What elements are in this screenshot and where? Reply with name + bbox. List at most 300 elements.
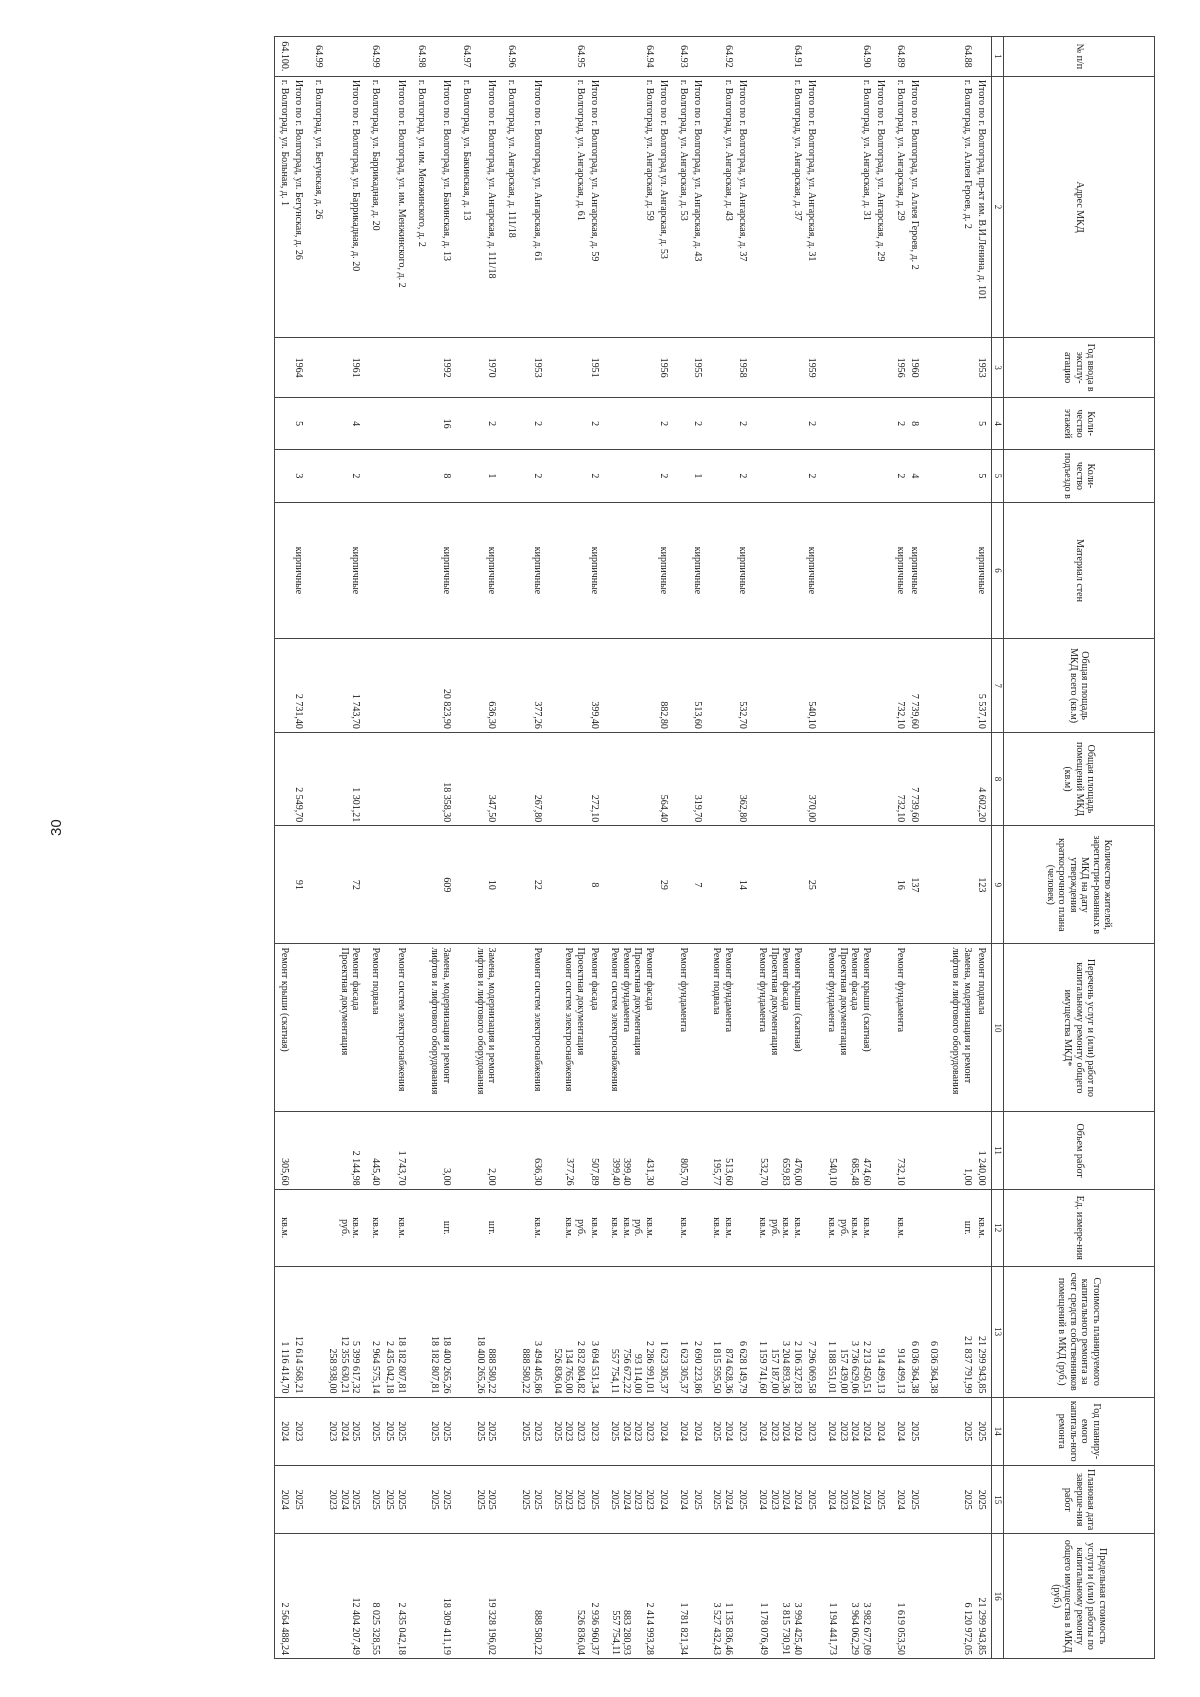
limit-cost-cell bbox=[821, 1534, 873, 1659]
limit-cost-cell bbox=[428, 1534, 457, 1659]
unit-cell-line: руб. bbox=[837, 1219, 849, 1237]
end-year-cell bbox=[924, 1465, 975, 1533]
plan-year-cell-line: 2025 bbox=[976, 1421, 987, 1442]
volume-cell-line: 636,30 bbox=[531, 1158, 543, 1186]
rooms-area-cell bbox=[873, 732, 890, 825]
floors-cell bbox=[411, 397, 428, 449]
header-cell: Коли-чество подъездо в bbox=[1004, 450, 1155, 502]
works-cell bbox=[502, 944, 519, 1112]
cost-cell bbox=[752, 1266, 804, 1397]
volume-cell-line: 507,89 bbox=[589, 1158, 601, 1186]
cost-cell bbox=[456, 1266, 473, 1397]
floors-cell: 5 bbox=[291, 397, 308, 449]
end-year-cell bbox=[274, 1465, 291, 1533]
limit-cost-cell-line: 1 781 821,34 bbox=[677, 1602, 689, 1655]
entrances-cell: 2 bbox=[735, 450, 752, 502]
cost-cell-line: 1 188 551,01 bbox=[825, 1341, 837, 1394]
table-row bbox=[411, 37, 428, 1659]
row-number bbox=[428, 37, 457, 77]
plan-year-cell bbox=[518, 1397, 547, 1465]
year-cell bbox=[274, 338, 291, 398]
residents-cell: 16 bbox=[890, 826, 907, 944]
cost-cell-line: 2 106 327,83 bbox=[792, 1341, 804, 1394]
volume-cell bbox=[518, 1112, 547, 1189]
volume-cell-line: 513,60 bbox=[723, 1158, 735, 1186]
row-number: 64.91 bbox=[752, 37, 804, 77]
address-cell: Итого по г. Волгоград, ул. Бакинская, д. 13 bbox=[428, 76, 457, 337]
wall-material-cell: кирпичные bbox=[804, 502, 821, 639]
volume-cell-line: 532,70 bbox=[757, 1158, 769, 1186]
floors-cell bbox=[673, 397, 690, 449]
cost-cell bbox=[518, 1266, 547, 1397]
plan-year-cell bbox=[735, 1397, 752, 1465]
limit-cost-cell bbox=[274, 1534, 291, 1659]
floors-cell: 2 bbox=[804, 397, 821, 449]
end-year-cell-line: 2024 bbox=[677, 1489, 689, 1510]
total-area-cell: 1 743,70 bbox=[325, 639, 365, 732]
column-number: 3 bbox=[992, 338, 1004, 398]
unit-cell-line: кв.м. bbox=[723, 1217, 735, 1239]
entrances-cell bbox=[274, 450, 291, 502]
residents-cell bbox=[411, 826, 428, 944]
rooms-area-cell: 1 301,21 bbox=[325, 732, 365, 825]
table-body bbox=[274, 37, 991, 1659]
cost-cell-line: 1 623 305,37 bbox=[677, 1341, 689, 1394]
header-cell: Материал стен bbox=[1004, 502, 1155, 639]
year-cell bbox=[924, 338, 975, 398]
unit-cell bbox=[604, 1189, 656, 1266]
plan-year-cell bbox=[428, 1397, 457, 1465]
limit-cost-cell-line bbox=[838, 1537, 849, 1655]
cost-cell-line: 157 439,00 bbox=[837, 1348, 849, 1394]
plan-year-cell-line: 2024 bbox=[849, 1421, 861, 1442]
cost-cell-line: 3 204 893,36 bbox=[780, 1341, 792, 1394]
cost-cell-line: 2 964 575,14 bbox=[370, 1341, 382, 1394]
end-year-cell-line: 2024 bbox=[825, 1489, 837, 1510]
floors-cell bbox=[821, 397, 873, 449]
volume-cell-line: 659,83 bbox=[780, 1158, 792, 1186]
floors-cell bbox=[873, 397, 890, 449]
works-cell-line: Замена, модернизация и ремонт лифтов и лифтового оборудования bbox=[429, 947, 453, 1095]
volume-cell bbox=[974, 1112, 991, 1189]
column-number: 2 bbox=[992, 76, 1004, 337]
table-row bbox=[456, 37, 473, 1659]
end-year-cell-line: 2025 bbox=[806, 1489, 818, 1510]
end-year-cell bbox=[974, 1465, 991, 1533]
end-year-cell-line: 2025 bbox=[691, 1489, 703, 1510]
floors-cell bbox=[502, 397, 519, 449]
floors-cell bbox=[547, 397, 587, 449]
row-number bbox=[735, 37, 752, 77]
works-cell-line: Ремонт фасада bbox=[589, 947, 601, 1011]
works-cell bbox=[411, 944, 428, 1112]
address-cell: г. Волгоград, ул. Ангарская, д. 29 bbox=[890, 76, 907, 337]
works-cell bbox=[587, 944, 604, 1112]
limit-cost-cell bbox=[690, 1534, 707, 1659]
rooms-area-cell: 7 739,60 bbox=[907, 732, 924, 825]
end-year-cell-line: 2023 bbox=[563, 1489, 575, 1510]
works-cell-line: Ремонт фундамента bbox=[825, 947, 837, 1033]
year-cell: 1956 bbox=[656, 338, 673, 398]
plan-year-cell-line: 2025 bbox=[551, 1421, 563, 1442]
year-cell bbox=[382, 338, 411, 398]
plan-year-cell bbox=[821, 1397, 873, 1465]
plan-year-cell bbox=[907, 1397, 924, 1465]
residents-cell: 8 bbox=[587, 826, 604, 944]
limit-cost-cell-line: 2 435 042,18 bbox=[395, 1602, 407, 1655]
works-cell bbox=[274, 944, 291, 1112]
limit-cost-cell-line: 19 328 196,02 bbox=[486, 1597, 498, 1655]
year-cell: 1992 bbox=[428, 338, 457, 398]
unit-cell-line: кв.м. bbox=[756, 1217, 768, 1239]
works-cell bbox=[656, 944, 673, 1112]
column-number-row bbox=[992, 37, 1004, 1659]
volume-cell bbox=[411, 1112, 428, 1189]
floors-cell: 5 bbox=[974, 397, 991, 449]
cost-cell bbox=[291, 1266, 308, 1397]
floors-cell bbox=[924, 397, 975, 449]
residents-cell: 29 bbox=[656, 826, 673, 944]
unit-cell bbox=[587, 1189, 604, 1266]
residents-cell bbox=[456, 826, 473, 944]
total-area-cell bbox=[924, 639, 975, 732]
volume-cell bbox=[382, 1112, 411, 1189]
volume-cell-line: 2,00 bbox=[486, 1168, 498, 1186]
floors-cell bbox=[604, 397, 656, 449]
row-number bbox=[690, 37, 707, 77]
cost-cell-line: 756 672,22 bbox=[620, 1348, 632, 1394]
year-cell: 1958 bbox=[735, 338, 752, 398]
plan-year-cell-line: 2025 bbox=[383, 1421, 395, 1442]
plan-year-cell-line: 2023 bbox=[806, 1421, 818, 1442]
cost-cell bbox=[873, 1266, 890, 1397]
volume-cell bbox=[907, 1112, 924, 1189]
plan-year-cell-line: 2024 bbox=[756, 1421, 768, 1442]
address-cell: г. Волгоград, ул. Ангарская, д. 111/18 bbox=[502, 76, 519, 337]
plan-year-cell bbox=[456, 1397, 473, 1465]
row-number: 64.99 bbox=[308, 37, 325, 77]
entrances-cell: 2 bbox=[325, 450, 365, 502]
header-cell: Предельная стоимость услуги и (или) работы по капитальному ремонту общего имущества в МКД (руб.) bbox=[1004, 1534, 1155, 1659]
cost-cell bbox=[821, 1266, 873, 1397]
cost-cell-line: 6 036 364,38 bbox=[908, 1341, 920, 1394]
entrances-cell bbox=[456, 450, 473, 502]
cost-cell-line: 914 499,13 bbox=[894, 1348, 906, 1394]
volume-cell bbox=[308, 1112, 325, 1189]
works-cell bbox=[604, 944, 656, 1112]
end-year-cell-line: 2024 bbox=[792, 1489, 804, 1510]
works-cell-line: Ремонт фасада bbox=[780, 947, 792, 1011]
limit-cost-cell bbox=[907, 1534, 924, 1659]
volume-cell bbox=[502, 1112, 519, 1189]
total-area-cell bbox=[604, 639, 656, 732]
plan-year-cell-line: 2025 bbox=[486, 1421, 498, 1442]
plan-year-cell-line: 2025 bbox=[962, 1421, 974, 1442]
volume-cell-line: 685,48 bbox=[849, 1158, 861, 1186]
end-year-cell-line: 2023 bbox=[644, 1489, 656, 1510]
plan-year-cell-line: 2024 bbox=[894, 1421, 906, 1442]
volume-cell bbox=[707, 1112, 736, 1189]
total-area-cell bbox=[547, 639, 587, 732]
works-cell-line: Ремонт фундамента bbox=[620, 947, 632, 1033]
volume-cell bbox=[890, 1112, 907, 1189]
total-row bbox=[690, 37, 707, 1659]
volume-cell bbox=[456, 1112, 473, 1189]
limit-cost-cell bbox=[707, 1534, 736, 1659]
plan-year-cell bbox=[587, 1397, 604, 1465]
volume-cell bbox=[291, 1112, 308, 1189]
plan-year-cell bbox=[656, 1397, 673, 1465]
address-cell: Итого по г. Волгоград, ул. им. Менжинского, д. 2 bbox=[382, 76, 411, 337]
works-cell-line: Ремонт крыши (скатная) bbox=[279, 947, 291, 1052]
entrances-cell: 1 bbox=[690, 450, 707, 502]
end-year-cell bbox=[325, 1465, 365, 1533]
total-row bbox=[428, 37, 457, 1659]
cost-cell-line: 21 837 791,99 bbox=[962, 1336, 974, 1394]
cost-cell bbox=[274, 1266, 291, 1397]
plan-year-cell-line: 2024 bbox=[658, 1421, 670, 1442]
plan-year-cell bbox=[974, 1397, 991, 1465]
end-year-cell bbox=[411, 1465, 428, 1533]
volume-cell bbox=[752, 1112, 804, 1189]
works-cell-line: Проектная документация bbox=[632, 947, 644, 1056]
plan-year-cell-line: 2023 bbox=[293, 1421, 305, 1442]
header-cell: Перечень услуг и (или) работ по капитальному ремонту общего имущества МКД* bbox=[1004, 944, 1155, 1112]
plan-year-cell-line: 2024 bbox=[677, 1421, 689, 1442]
end-year-cell bbox=[656, 1465, 673, 1533]
header-cell: Адрес МКД bbox=[1004, 76, 1155, 337]
floors-cell: 8 bbox=[907, 397, 924, 449]
plan-year-cell-line: 2025 bbox=[370, 1421, 382, 1442]
limit-cost-cell-line: 1 135 836,46 bbox=[723, 1602, 735, 1655]
unit-cell bbox=[274, 1189, 291, 1266]
row-number: 64.98 bbox=[411, 37, 428, 77]
entrances-cell: 2 bbox=[656, 450, 673, 502]
unit-cell bbox=[547, 1189, 587, 1266]
cost-cell bbox=[382, 1266, 411, 1397]
works-cell-line: Замена, модернизация и ремонт лифтов и лифтового оборудования bbox=[474, 947, 498, 1095]
total-area-cell bbox=[308, 639, 325, 732]
limit-cost-cell-line: 888 580,22 bbox=[531, 1610, 543, 1655]
entrances-cell: 4 bbox=[907, 450, 924, 502]
works-cell bbox=[325, 944, 365, 1112]
row-number: 64.88 bbox=[924, 37, 975, 77]
volume-cell bbox=[274, 1112, 291, 1189]
residents-cell: 137 bbox=[907, 826, 924, 944]
cost-cell-line: 1 815 595,50 bbox=[711, 1341, 723, 1394]
limit-cost-cell-line: 3 815 730,91 bbox=[780, 1602, 792, 1655]
rooms-area-cell bbox=[411, 732, 428, 825]
volume-cell-line bbox=[838, 1115, 849, 1185]
works-cell bbox=[473, 944, 502, 1112]
unit-cell bbox=[518, 1189, 547, 1266]
row-number: 64.95 bbox=[547, 37, 587, 77]
end-year-cell bbox=[804, 1465, 821, 1533]
end-year-cell bbox=[308, 1465, 325, 1533]
plan-year-cell-line: 2024 bbox=[691, 1421, 703, 1442]
wall-material-cell: кирпичные bbox=[518, 502, 547, 639]
rooms-area-cell: 362,80 bbox=[735, 732, 752, 825]
column-number: 7 bbox=[992, 639, 1004, 732]
volume-cell bbox=[690, 1112, 707, 1189]
end-year-cell bbox=[428, 1465, 457, 1533]
plan-year-cell-line: 2023 bbox=[632, 1421, 644, 1442]
unit-cell-line: кв.м. bbox=[894, 1217, 906, 1239]
residents-cell bbox=[707, 826, 736, 944]
address-cell: г. Волгоград, ул. Аллея Героев, д. 2 bbox=[924, 76, 975, 337]
wall-material-cell bbox=[821, 502, 873, 639]
plan-year-cell bbox=[365, 1397, 382, 1465]
end-year-cell bbox=[382, 1465, 411, 1533]
works-cell bbox=[873, 944, 890, 1112]
plan-year-cell bbox=[547, 1397, 587, 1465]
cost-cell bbox=[804, 1266, 821, 1397]
works-cell bbox=[821, 944, 873, 1112]
year-cell bbox=[707, 338, 736, 398]
column-number: 6 bbox=[992, 502, 1004, 639]
end-year-cell-line: 2024 bbox=[338, 1489, 350, 1510]
end-year-cell-line: 2025 bbox=[486, 1489, 498, 1510]
cost-cell-line: 1 623 305,37 bbox=[658, 1341, 670, 1394]
wall-material-cell: кирпичные bbox=[974, 502, 991, 639]
volume-cell bbox=[604, 1112, 656, 1189]
year-cell bbox=[365, 338, 382, 398]
entrances-cell: 3 bbox=[291, 450, 308, 502]
rooms-area-cell bbox=[821, 732, 873, 825]
volume-cell-line: 377,26 bbox=[564, 1158, 576, 1186]
year-cell: 1956 bbox=[890, 338, 907, 398]
year-cell: 1955 bbox=[690, 338, 707, 398]
end-year-cell-line: 2023 bbox=[326, 1489, 338, 1510]
end-year-cell bbox=[604, 1465, 656, 1533]
plan-year-cell bbox=[924, 1397, 975, 1465]
address-cell: г. Волгоград, ул. Ангарская, д. 59 bbox=[604, 76, 656, 337]
column-number: 8 bbox=[992, 732, 1004, 825]
limit-cost-cell-line: 21 299 943,85 bbox=[976, 1597, 987, 1655]
entrances-cell bbox=[707, 450, 736, 502]
volume-cell-line: 732,10 bbox=[894, 1158, 906, 1186]
end-year-cell-line: 2025 bbox=[737, 1489, 749, 1510]
year-cell: 1970 bbox=[473, 338, 502, 398]
address-cell: г. Волгоград, ул. Больная, д. 1 bbox=[274, 76, 291, 337]
end-year-cell-line: 2024 bbox=[756, 1489, 768, 1510]
address-cell: Итого по г. Волгоград, ул. Баррикадная, д. 20 bbox=[325, 76, 365, 337]
unit-cell-line: кв.м. bbox=[370, 1217, 382, 1239]
plan-year-cell-line: 2024 bbox=[825, 1421, 837, 1442]
total-area-cell bbox=[365, 639, 382, 732]
cost-cell-line: 1 159 741,60 bbox=[756, 1341, 768, 1394]
cost-cell-line: 888 580,22 bbox=[520, 1348, 532, 1394]
limit-cost-cell bbox=[656, 1534, 673, 1659]
limit-cost-cell-line: 3 527 432,43 bbox=[711, 1602, 723, 1655]
works-cell-line: Проектная документация bbox=[338, 947, 350, 1056]
plan-year-cell bbox=[291, 1397, 308, 1465]
row-number: 64.94 bbox=[604, 37, 656, 77]
entrances-cell bbox=[502, 450, 519, 502]
end-year-cell-line: 2025 bbox=[711, 1489, 723, 1510]
capital-repair-table bbox=[274, 36, 1155, 1659]
cost-cell-line: 6 036 364,38 bbox=[928, 1341, 940, 1394]
wall-material-cell bbox=[274, 502, 291, 639]
works-cell bbox=[890, 944, 907, 1112]
unit-cell-line: кв.м. bbox=[780, 1217, 792, 1239]
address-cell: Итого по г. Волгоград, ул. Ангарская, д. 31 bbox=[804, 76, 821, 337]
residents-cell: 72 bbox=[325, 826, 365, 944]
table-row bbox=[821, 37, 873, 1659]
unit-cell bbox=[382, 1189, 411, 1266]
total-area-cell bbox=[502, 639, 519, 732]
wall-material-cell: кирпичные bbox=[587, 502, 604, 639]
total-area-cell: 540,10 bbox=[804, 639, 821, 732]
plan-year-cell-line: 2023 bbox=[737, 1421, 749, 1442]
wall-material-cell bbox=[604, 502, 656, 639]
address-cell: г. Волгоград, ул. Ангарская, д. 37 bbox=[752, 76, 804, 337]
volume-cell bbox=[365, 1112, 382, 1189]
rooms-area-cell bbox=[382, 732, 411, 825]
header-cell: Стоимость планируемого капитального ремонта за счет средств собственников помещений в МКД (руб.) bbox=[1004, 1266, 1155, 1397]
table-row bbox=[604, 37, 656, 1659]
address-cell: г. Волгоград, ул. Ангарская, д. 53 bbox=[673, 76, 690, 337]
row-number: 64.89 bbox=[890, 37, 907, 77]
works-cell bbox=[924, 944, 975, 1112]
end-year-cell-line: 2023 bbox=[837, 1489, 849, 1510]
end-year-cell-line: 2025 bbox=[962, 1489, 974, 1510]
total-row bbox=[291, 37, 308, 1659]
total-area-cell: 20 823,90 bbox=[428, 639, 457, 732]
volume-cell bbox=[325, 1112, 365, 1189]
floors-cell: 2 bbox=[473, 397, 502, 449]
works-cell bbox=[456, 944, 473, 1112]
limit-cost-cell-line: 2 564 488,24 bbox=[279, 1602, 291, 1655]
unit-cell bbox=[974, 1189, 991, 1266]
plan-year-cell-line: 2025 bbox=[474, 1421, 486, 1442]
cost-cell bbox=[428, 1266, 457, 1397]
unit-cell-line: руб. bbox=[768, 1219, 780, 1237]
plan-year-cell-line: 2023 bbox=[326, 1421, 338, 1442]
cost-cell bbox=[974, 1266, 991, 1397]
cost-cell-line: 2 213 450,51 bbox=[861, 1341, 873, 1394]
works-cell bbox=[804, 944, 821, 1112]
cost-cell-line: 134 765,00 bbox=[563, 1348, 575, 1394]
limit-cost-cell-line: 2 414 993,28 bbox=[644, 1602, 656, 1655]
limit-cost-cell bbox=[587, 1534, 604, 1659]
plan-year-cell bbox=[873, 1397, 890, 1465]
wall-material-cell bbox=[707, 502, 736, 639]
limit-cost-cell bbox=[382, 1534, 411, 1659]
plan-year-cell-line: 2023 bbox=[575, 1421, 587, 1442]
cost-cell-line: 2 690 223,86 bbox=[691, 1341, 703, 1394]
volume-cell bbox=[587, 1112, 604, 1189]
cost-cell-line: 157 187,00 bbox=[768, 1348, 780, 1394]
unit-cell-line: руб. bbox=[338, 1219, 350, 1237]
wall-material-cell bbox=[365, 502, 382, 639]
works-cell-line: Ремонт фасада bbox=[350, 947, 362, 1011]
table-row bbox=[707, 37, 736, 1659]
unit-cell-line: кв.м. bbox=[620, 1217, 632, 1239]
unit-cell bbox=[291, 1189, 308, 1266]
entrances-cell: 2 bbox=[587, 450, 604, 502]
works-cell bbox=[428, 944, 457, 1112]
total-area-cell: 882,80 bbox=[656, 639, 673, 732]
address-cell: Итого по г. Волгоград, ул. Аллея Героев, д. 2 bbox=[907, 76, 924, 337]
end-year-cell-line: 2023 bbox=[632, 1489, 644, 1510]
plan-year-cell-line: 2024 bbox=[338, 1421, 350, 1442]
residents-cell: 25 bbox=[804, 826, 821, 944]
residents-cell bbox=[821, 826, 873, 944]
volume-cell-line bbox=[632, 1115, 643, 1185]
volume-cell bbox=[673, 1112, 690, 1189]
unit-cell-line: кв.м. bbox=[792, 1217, 804, 1239]
